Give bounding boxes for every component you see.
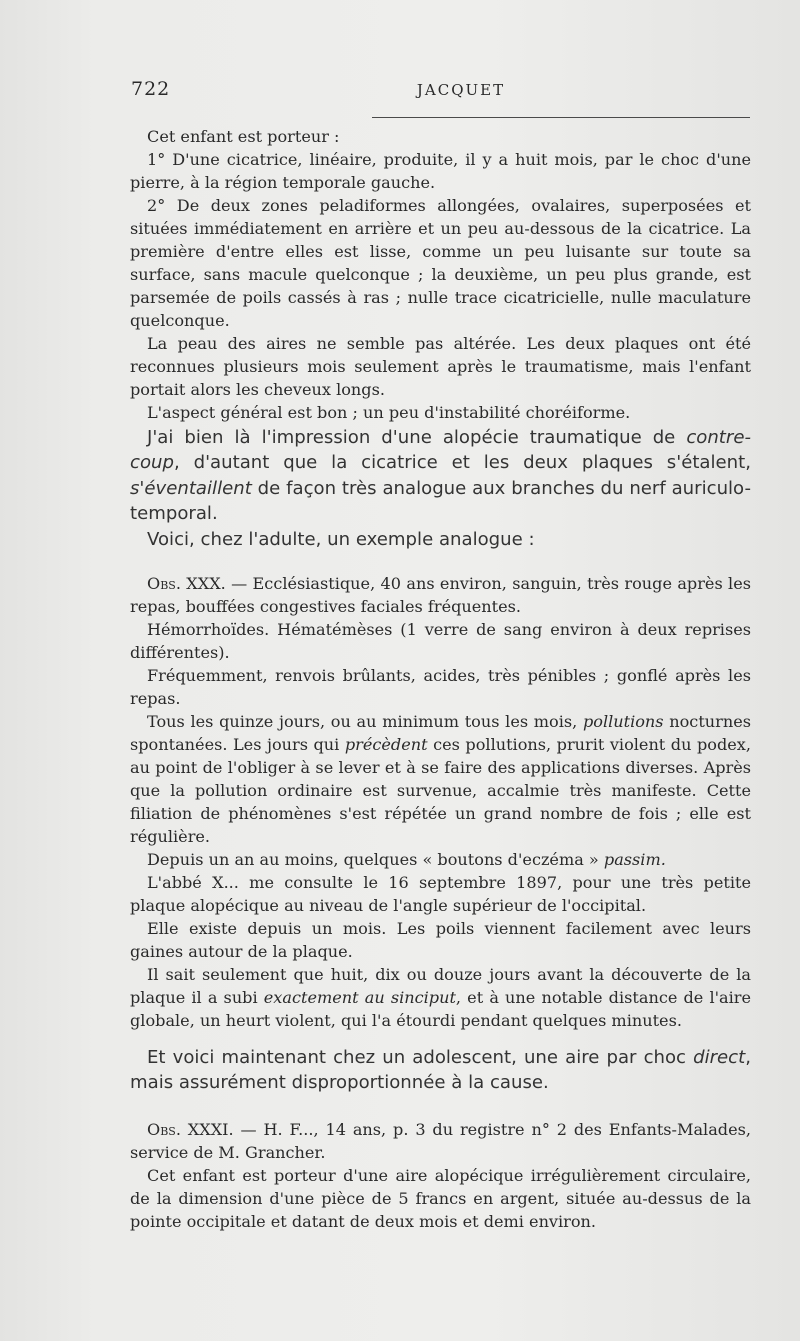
text-run: nocturnes spontanées. Les jours qui xyxy=(130,712,751,754)
italic-run: pollutions xyxy=(582,712,664,731)
paragraph: Fréquemment, renvois brûlants, acides, très pénibles ; gonflé après les repas. xyxy=(130,666,751,708)
paragraph: Voici, chez l'adulte, un exemple analogue : xyxy=(147,528,535,550)
case-description xyxy=(130,125,751,424)
paragraph: 2° De deux zones peladiformes allongées, ovalaires, superposées et situées immédiatement en arrière et un peu au-dessous de la cicatrice. La première d'entre elles est lisse, comme un peu luisante sur toute sa surface, sans macule quelconque ; la deuxième, un peu plus grande, est parsemée de poils cassés à ras ; nulle trace cicatricielle, nulle maculature quelconque. xyxy=(130,196,751,330)
text-run: Il sait seulement que huit, dix ou douze jours avant la découverte de la plaque il a subi xyxy=(130,965,751,1007)
observation-xxxi xyxy=(130,1118,751,1233)
text-run: de façon très analogue aux branches du nerf auriculo-temporal. xyxy=(130,477,751,525)
text-run: J'ai bien là l'impression d'une alopécie traumatique de xyxy=(147,427,687,448)
italic-run: passim. xyxy=(603,850,666,869)
paragraph: Cet enfant est porteur : xyxy=(147,127,340,146)
observation-xxx xyxy=(130,572,751,1032)
paragraph xyxy=(130,1118,751,1164)
paragraph xyxy=(130,1045,751,1096)
text-run: — Ecclésiastique, 40 ans environ, sanguin, très rouge après les repas, bouffées congestives faciales fréquentes. xyxy=(130,574,751,616)
paragraph: L'abbé X... me consulte le 16 septembre 1897, pour une très petite plaque alopécique au niveau de l'angle supérieur de l'occipital. xyxy=(130,873,751,915)
header-rule xyxy=(372,117,750,118)
text-run: Depuis un an au moins, quelques « boutons d'eczéma » xyxy=(147,850,604,869)
text-run: , mais assurément disproportionnée à la cause. xyxy=(130,1047,751,1094)
paragraph: Cet enfant est porteur d'une aire alopécique irrégulièrement circulaire, de la dimension d'une pièce de 5 francs en argent, située au-dessus de la pointe occipitale et datant de deux mois et demi environ. xyxy=(130,1166,751,1231)
paragraph xyxy=(130,963,751,1032)
page-number: 722 xyxy=(131,78,171,100)
commentary-large xyxy=(130,425,751,552)
paragraph: Elle existe depuis un mois. Les poils viennent facilement avec leurs gaines autour de la plaque. xyxy=(130,919,751,961)
paragraph xyxy=(130,710,751,848)
italic-run: direct xyxy=(693,1047,746,1068)
italic-run: s'éventaillent xyxy=(130,477,252,499)
text-run: , d'autant que la cicatrice et les deux plaques s'étalent, xyxy=(173,452,751,474)
italic-run: exactement au sinciput xyxy=(263,988,456,1007)
italic-run: précèdent xyxy=(344,735,428,754)
paragraph xyxy=(130,572,751,618)
italic-run: contre-coup xyxy=(130,427,751,474)
paragraph: L'aspect général est bon ; un peu d'instabilité choréiforme. xyxy=(147,403,631,422)
observation-label: Obs. XXX. xyxy=(147,574,226,593)
commentary-large-2 xyxy=(130,1045,751,1096)
text-run: Et voici maintenant chez un adolescent, une aire par choc xyxy=(147,1047,694,1068)
paragraph: Hémorrhoïdes. Hématémèses (1 verre de sang environ à deux reprises différentes). xyxy=(130,620,751,662)
paragraph xyxy=(130,425,751,527)
text-run: ces pollutions, prurit violent du podex, au point de l'obliger à se lever et à se faire des applications diverses. Après que la pollution ordinaire est survenue, accalmie très manifeste. Cette filiation de phénomènes s'est répétée un grand nombre de fois ; elle est régulière. xyxy=(130,735,751,846)
text-run: Tous les quinze jours, ou au minimum tous les mois, xyxy=(147,712,583,731)
paragraph xyxy=(130,848,751,871)
running-title: JACQUET xyxy=(416,81,506,99)
observation-label: Obs. XXXI. xyxy=(147,1120,234,1139)
running-head xyxy=(131,78,751,100)
text-run: , et à une notable distance de l'aire globale, un heurt violent, qui l'a étourdi pendant quelques minutes. xyxy=(130,988,752,1030)
text-run: — H. F..., 14 ans, p. 3 du registre n° 2 des Enfants-Malades, service de M. Grancher. xyxy=(130,1120,752,1162)
paragraph: 1° D'une cicatrice, linéaire, produite, il y a huit mois, par le choc d'une pierre, à la région temporale gauche. xyxy=(130,150,751,192)
paragraph: La peau des aires ne semble pas altérée. Les deux plaques ont été reconnues plusieurs mois seulement après le traumatisme, mais l'enfant portait alors les cheveux longs. xyxy=(130,334,751,399)
